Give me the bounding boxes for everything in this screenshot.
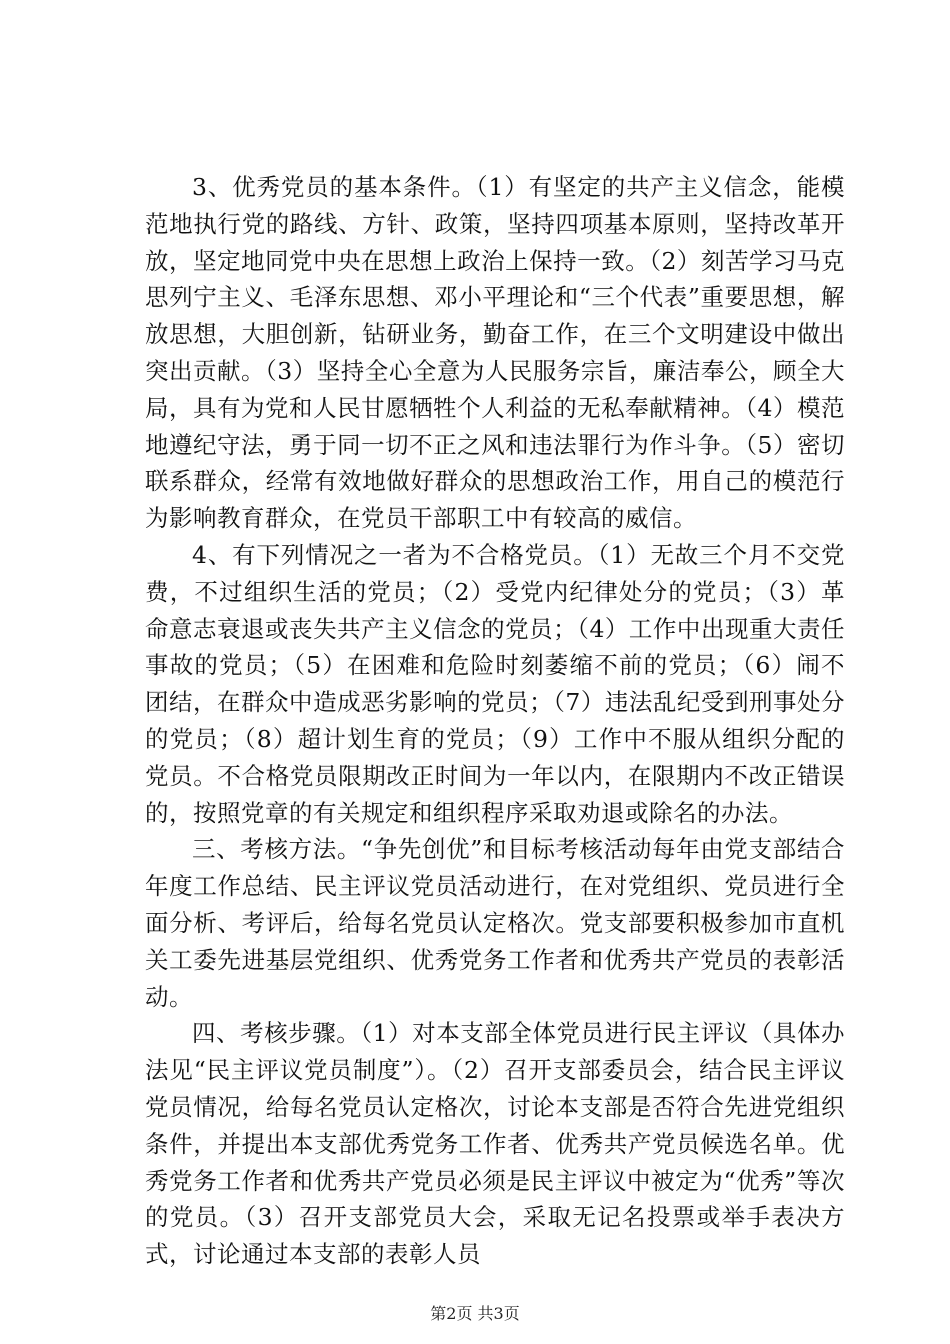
paragraph-assessment-steps: 四、考核步骤。（1）对本支部全体党员进行民主评议（具体办法见“民主评议党员制度”）。（2）召开支部委员会，结合民主评议党员情况，给每名党员认定格次，讨论本支部是否符合先进党组织条件，并提出本支部优秀党务工作者、优秀共产党员候选名单。优秀党务工作者和优秀共产党员必须是民主评议中被定为“优秀”等次的党员。（3）召开支部党员大会，采取无记名投票或举手表决方式，讨论通过本支部的表彰人员 <box>145 1019 845 1269</box>
page-number-footer: 第2页 共3页 <box>430 1304 520 1323</box>
paragraph-unqualified-member-criteria: 4、有下列情况之一者为不合格党员。（1）无故三个月不交党费，不过组织生活的党员；（2）受党内纪律处分的党员；（3）革命意志衰退或丧失共产主义信念的党员；（4）工作中出现重大责任事故的党员；（5）在困难和危险时刻萎缩不前的党员；（6）闹不团结，在群众中造成恶劣影响的党员；（7）违法乱纪受到刑事处分的党员；（8）超计划生育的党员；（9）工作中不服从组织分配的党员。不合格党员限期改正时间为一年以内，在限期内不改正错误的，按照党章的有关规定和组织程序采取劝退或除名的办法。 <box>145 540 845 827</box>
document-body <box>145 169 845 1273</box>
paragraph-excellent-member-criteria: 3、优秀党员的基本条件。（1）有坚定的共产主义信念，能模范地执行党的路线、方针、政策，坚持四项基本原则，坚持改革开放，坚定地同党中央在思想上政治上保持一致。（2）刻苦学习马克思列宁主义、毛泽东思想、邓小平理论和“三个代表”重要思想，解放思想，大胆创新，钻研业务，勤奋工作，在三个文明建设中做出突出贡献。（3）坚持全心全意为人民服务宗旨，廉洁奉公，顾全大局，具有为党和人民甘愿牺牲个人利益的无私奉献精神。（4）模范地遵纪守法，勇于同一切不正之风和违法罪行为作斗争。（5）密切联系群众，经常有效地做好群众的思想政治工作，用自己的模范行为影响教育群众，在党员干部职工中有较高的威信。 <box>145 173 845 533</box>
paragraph-assessment-method: 三、考核方法。“争先创优”和目标考核活动每年由党支部结合年度工作总结、民主评议党员活动进行，在对党组织、党员进行全面分析、考评后，给每名党员认定格次。党支部要积极参加市直机关工委先进基层党组织、优秀党务工作者和优秀共产党员的表彰活动。 <box>145 835 845 1011</box>
